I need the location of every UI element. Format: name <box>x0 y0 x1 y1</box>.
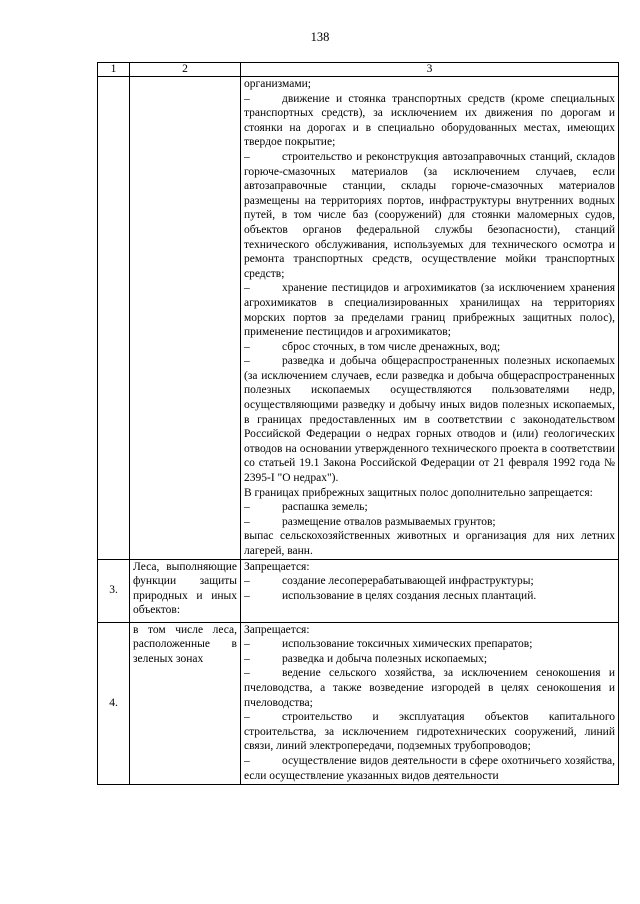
list-item <box>244 574 615 589</box>
dash-marker: – <box>244 754 250 767</box>
dash-marker: – <box>244 515 250 528</box>
list-item <box>244 637 615 652</box>
list-item <box>244 589 615 604</box>
list-item <box>244 666 615 710</box>
row-number: 3. <box>98 559 130 622</box>
dash-marker: – <box>244 150 250 163</box>
paragraph-text: выпас сельскохозяйственных животных и организация для них летних лагерей, ванн. <box>244 530 615 557</box>
column-header: 2 <box>130 63 241 77</box>
list-item <box>244 515 615 530</box>
paragraph-text: движение и стоянка транспортных средств (кроме специальных транспортных средств), за исключением их движения по дорогам и стоянки на дорогах и в специально оборудованных местах, имеющих твердое покрытие; <box>244 92 615 149</box>
column-header: 1 <box>98 63 130 77</box>
paragraph-text: создание лесоперерабатывающей инфраструктуры; <box>282 575 534 588</box>
dash-marker: – <box>244 652 250 665</box>
paragraph-text: размещение отвалов размываемых грунтов; <box>282 515 496 528</box>
row-content <box>241 77 619 560</box>
dash-marker: – <box>244 667 250 680</box>
table-row <box>98 559 619 622</box>
page-number: 138 <box>310 30 330 44</box>
paragraph-text: строительство и эксплуатация объектов капитального строительства, за исключением гидротехнических сооружений, линий связи, линий электропередачи, подземных трубопроводов; <box>244 711 615 753</box>
table-header-row <box>98 63 619 77</box>
row-number: 4. <box>98 622 130 784</box>
paragraph-text: хранение пестицидов и агрохимикатов (за исключением хранения агрохимикатов в специализированных хранилищах на территориях морских портов за пределами границ прибрежных защитных полос), применение пестицидов и агрохимикатов; <box>244 282 615 339</box>
dash-marker: – <box>244 589 250 602</box>
table-row <box>98 622 619 784</box>
list-item <box>244 754 615 783</box>
list-item <box>244 354 615 485</box>
list-item <box>244 340 615 355</box>
paragraph-text: ведение сельского хозяйства, за исключением сенокошения и пчеловодства, а также возведение изгородей в целях сенокошения и пчеловодства; <box>244 667 615 709</box>
list-item <box>244 92 615 150</box>
dash-marker: – <box>244 355 250 368</box>
paragraph-text: использование в целях создания лесных плантаций. <box>282 589 537 602</box>
row-category: в том числе леса, расположенные в зеленых зонах <box>130 622 241 784</box>
paragraph-text: распашка земель; <box>282 501 368 514</box>
paragraph-text: разведка и добыча полезных ископаемых; <box>282 652 488 665</box>
dash-marker: – <box>244 282 250 295</box>
paragraph-text: В границах прибрежных защитных полос дополнительно запрещается: <box>244 486 593 499</box>
column-header: 3 <box>241 63 619 77</box>
paragraph-text: сброс сточных, в том числе дренажных, вод; <box>282 340 501 353</box>
paragraph <box>244 560 615 575</box>
row-number <box>98 77 130 560</box>
paragraph-text: организмами; <box>244 78 311 90</box>
dash-marker: – <box>244 575 250 588</box>
dash-marker: – <box>244 638 250 651</box>
list-item <box>244 500 615 515</box>
row-category: Леса, выполняющие функции защиты природных и иных объектов: <box>130 559 241 622</box>
paragraph-text: строительство и реконструкция автозаправочных станций, складов горюче-смазочных материалов (за исключением случаев, если автозаправочные станции, склады горюче-смазочных материалов размещены на территориях портов, инфраструктуры внутренних водных путей, в том числе баз (сооружений) для стоянки маломерных судов, объектов органов федеральной службы безопасности), станций технического обслуживания, используемых для технического осмотра и ремонта транспортных средств, осуществление мойки транспортных средств; <box>244 150 615 280</box>
paragraph-text: осуществление видов деятельности в сфере охотничьего хозяйства, если осуществление указанных видов деятельности <box>244 754 615 782</box>
paragraph <box>244 77 615 92</box>
paragraph-text: использование токсичных химических препаратов; <box>282 638 533 651</box>
paragraph-text: Запрещается: <box>244 623 310 636</box>
paragraph <box>244 486 615 501</box>
dash-marker: – <box>244 340 250 353</box>
paragraph <box>244 529 615 558</box>
regulations-table <box>97 62 619 785</box>
dash-marker: – <box>244 92 250 105</box>
table-row <box>98 77 619 560</box>
dash-marker: – <box>244 501 250 514</box>
row-content <box>241 622 619 784</box>
paragraph-text: разведка и добыча общераспространенных полезных ископаемых (за исключением случаев, если разведка и добыча общераспространенных полезных ископаемых осуществляются пользователями недр, осуществляющими разведку и добычу иных видов полезных ископаемых, в границах предоставленных им в соответствии с законодательством Российской Федерации о недрах горных отводов и (или) геологических отводов на основании утвержденного технического проекта в соответствии со статьей 19.1 Закона Российской Федерации от 21 февраля 1992 года № 2395-I "О недрах"). <box>244 355 615 485</box>
dash-marker: – <box>244 711 250 724</box>
row-content <box>241 559 619 622</box>
row-category <box>130 77 241 560</box>
list-item <box>244 710 615 754</box>
paragraph-text: Запрещается: <box>244 560 310 573</box>
paragraph <box>244 623 615 638</box>
list-item <box>244 652 615 667</box>
list-item <box>244 281 615 339</box>
list-item <box>244 150 615 281</box>
